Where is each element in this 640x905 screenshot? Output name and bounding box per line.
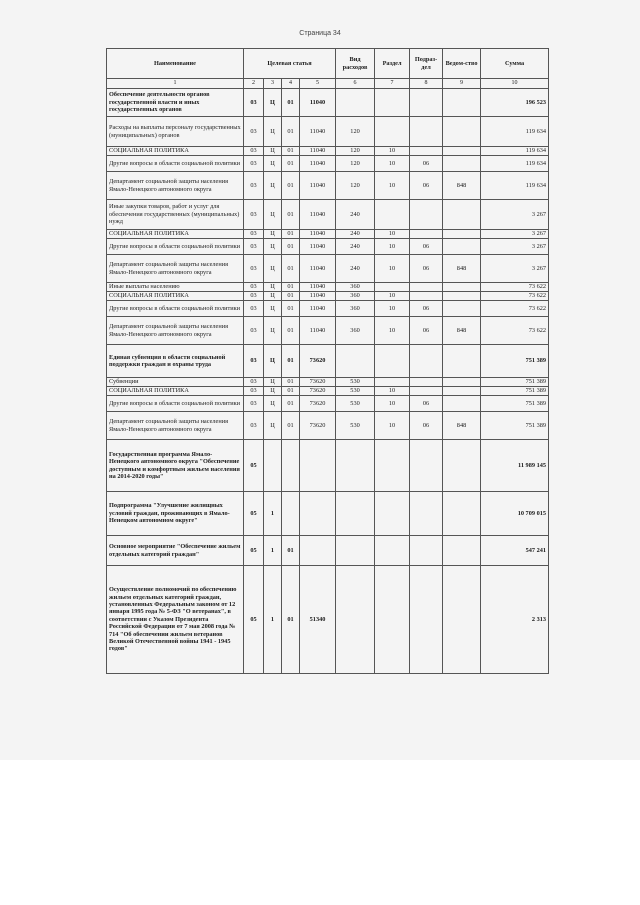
code-subprogram: Ц <box>264 378 282 387</box>
code-subprogram: 1 <box>264 492 282 536</box>
row-sum: 751 389 <box>481 345 549 378</box>
row-name: Иные выплаты населению <box>107 283 244 292</box>
code-subprogram: Ц <box>264 172 282 200</box>
col-index: 3 <box>264 79 282 89</box>
row-name: Подпрограмма "Улучшение жилищных условий граждан, проживающих в Ямало-Ненецком автономном округе" <box>107 492 244 536</box>
subsection-code: 06 <box>410 396 443 412</box>
code-program: 03 <box>244 412 264 440</box>
code-subprogram: 1 <box>264 566 282 674</box>
section-code: 10 <box>375 412 410 440</box>
section-code: 10 <box>375 156 410 172</box>
code-direction <box>300 536 336 566</box>
expense-type: 530 <box>336 412 375 440</box>
code-program: 05 <box>244 440 264 492</box>
code-direction: 11040 <box>300 172 336 200</box>
code-measure: 01 <box>282 387 300 396</box>
expense-type: 360 <box>336 283 375 292</box>
expense-type: 120 <box>336 117 375 147</box>
section-code: 10 <box>375 387 410 396</box>
subsection-code <box>410 200 443 230</box>
code-measure: 01 <box>282 396 300 412</box>
subsection-code: 06 <box>410 172 443 200</box>
col-index: 2 <box>244 79 264 89</box>
department-code <box>443 239 481 255</box>
row-name: Департамент социальной защиты населения Ямало-Ненецкого автономного округа <box>107 412 244 440</box>
department-code <box>443 345 481 378</box>
table-row <box>107 255 549 283</box>
row-sum: 196 523 <box>481 89 549 117</box>
department-code <box>443 230 481 239</box>
table-row <box>107 172 549 200</box>
row-name: Расходы на выплаты персоналу государственных (муниципальных) органов <box>107 117 244 147</box>
section-code <box>375 117 410 147</box>
subsection-code <box>410 89 443 117</box>
department-code <box>443 492 481 536</box>
row-name: СОЦИАЛЬНАЯ ПОЛИТИКА <box>107 387 244 396</box>
row-name: Иные закупки товаров, работ и услуг для обеспечения государственных (муниципальных) нужд <box>107 200 244 230</box>
expense-type: 530 <box>336 387 375 396</box>
code-program: 03 <box>244 378 264 387</box>
code-direction: 11040 <box>300 283 336 292</box>
code-program: 03 <box>244 200 264 230</box>
code-subprogram: 1 <box>264 536 282 566</box>
row-name: Другие вопросы в области социальной политики <box>107 301 244 317</box>
code-direction: 11040 <box>300 301 336 317</box>
department-code <box>443 147 481 156</box>
code-subprogram: Ц <box>264 147 282 156</box>
code-program: 03 <box>244 230 264 239</box>
department-code <box>443 536 481 566</box>
header-name: Наименование <box>107 49 244 79</box>
code-measure: 01 <box>282 536 300 566</box>
code-measure <box>282 440 300 492</box>
code-program: 03 <box>244 147 264 156</box>
expense-type <box>336 345 375 378</box>
department-code: 848 <box>443 255 481 283</box>
code-direction: 11040 <box>300 292 336 301</box>
table-row <box>107 317 549 345</box>
department-code <box>443 200 481 230</box>
code-direction: 11040 <box>300 117 336 147</box>
code-direction <box>300 492 336 536</box>
code-measure: 01 <box>282 200 300 230</box>
code-program: 03 <box>244 396 264 412</box>
row-name: Осуществление полномочий по обеспечению жильем отдельных категорий граждан, установленных Федеральным законом от 12 января 1995 года № 5-ФЗ "О ветеранах", в соответствии с Указом Президента Российской Федерации от 7 мая 2008 года № 714 "Об обеспечении жильем ветеранов Великой Отечественной войны 1941 - 1945 годов" <box>107 566 244 674</box>
code-measure: 01 <box>282 89 300 117</box>
col-index: 7 <box>375 79 410 89</box>
expense-type <box>336 492 375 536</box>
code-measure: 01 <box>282 147 300 156</box>
code-subprogram: Ц <box>264 387 282 396</box>
code-program: 05 <box>244 492 264 536</box>
row-sum: 119 634 <box>481 172 549 200</box>
header-subsection: Подраз-дел <box>410 49 443 79</box>
section-code <box>375 492 410 536</box>
row-sum: 119 634 <box>481 156 549 172</box>
department-code <box>443 117 481 147</box>
row-sum: 10 709 015 <box>481 492 549 536</box>
table-row <box>107 378 549 387</box>
code-program: 05 <box>244 536 264 566</box>
code-program: 03 <box>244 292 264 301</box>
table-row <box>107 412 549 440</box>
department-code <box>443 283 481 292</box>
row-sum: 751 389 <box>481 387 549 396</box>
row-name: Другие вопросы в области социальной политики <box>107 156 244 172</box>
section-code <box>375 536 410 566</box>
row-sum: 119 634 <box>481 117 549 147</box>
code-measure <box>282 492 300 536</box>
expense-type <box>336 536 375 566</box>
expense-type: 360 <box>336 301 375 317</box>
code-program: 03 <box>244 317 264 345</box>
subsection-code <box>410 283 443 292</box>
code-measure: 01 <box>282 378 300 387</box>
department-code: 848 <box>443 412 481 440</box>
expense-type: 530 <box>336 378 375 387</box>
section-code <box>375 89 410 117</box>
section-code <box>375 378 410 387</box>
subsection-code <box>410 536 443 566</box>
row-sum: 3 267 <box>481 200 549 230</box>
expense-type: 240 <box>336 200 375 230</box>
row-name: Единая субвенция в области социальной поддержки граждан и охраны труда <box>107 345 244 378</box>
code-subprogram: Ц <box>264 89 282 117</box>
section-code <box>375 440 410 492</box>
subsection-code: 06 <box>410 317 443 345</box>
code-measure: 01 <box>282 255 300 283</box>
table-row <box>107 492 549 536</box>
code-subprogram: Ц <box>264 317 282 345</box>
row-sum: 547 241 <box>481 536 549 566</box>
code-program: 03 <box>244 156 264 172</box>
code-subprogram: Ц <box>264 412 282 440</box>
row-sum: 73 622 <box>481 283 549 292</box>
code-program: 03 <box>244 283 264 292</box>
department-code <box>443 440 481 492</box>
table-row <box>107 239 549 255</box>
row-sum: 751 389 <box>481 378 549 387</box>
column-index-row <box>107 79 549 89</box>
code-direction: 11040 <box>300 200 336 230</box>
subsection-code <box>410 566 443 674</box>
section-code: 10 <box>375 396 410 412</box>
row-name: СОЦИАЛЬНАЯ ПОЛИТИКА <box>107 292 244 301</box>
code-direction: 73620 <box>300 378 336 387</box>
code-direction: 73620 <box>300 387 336 396</box>
section-code: 10 <box>375 239 410 255</box>
code-subprogram: Ц <box>264 301 282 317</box>
section-code <box>375 200 410 230</box>
table-row <box>107 156 549 172</box>
subsection-code: 06 <box>410 412 443 440</box>
code-measure: 01 <box>282 117 300 147</box>
code-subprogram: Ц <box>264 345 282 378</box>
subsection-code: 06 <box>410 156 443 172</box>
department-code <box>443 378 481 387</box>
section-code: 10 <box>375 255 410 283</box>
code-direction: 11040 <box>300 239 336 255</box>
code-direction: 11040 <box>300 255 336 283</box>
code-program: 05 <box>244 566 264 674</box>
section-code <box>375 345 410 378</box>
row-name: Другие вопросы в области социальной политики <box>107 239 244 255</box>
code-program: 03 <box>244 89 264 117</box>
section-code: 10 <box>375 230 410 239</box>
code-measure: 01 <box>282 283 300 292</box>
table-row <box>107 301 549 317</box>
subsection-code <box>410 230 443 239</box>
code-measure: 01 <box>282 345 300 378</box>
code-measure: 01 <box>282 317 300 345</box>
table-row <box>107 387 549 396</box>
code-subprogram: Ц <box>264 156 282 172</box>
row-name: Департамент социальной защиты населения Ямало-Ненецкого автономного округа <box>107 255 244 283</box>
table-row <box>107 147 549 156</box>
subsection-code <box>410 492 443 536</box>
code-program: 03 <box>244 345 264 378</box>
row-name: Обеспечение деятельности органов государственной власти и иных государственных органов <box>107 89 244 117</box>
code-direction: 73620 <box>300 345 336 378</box>
section-code: 10 <box>375 292 410 301</box>
table-row <box>107 283 549 292</box>
subsection-code <box>410 440 443 492</box>
code-subprogram: Ц <box>264 239 282 255</box>
section-code: 10 <box>375 317 410 345</box>
code-direction: 73620 <box>300 412 336 440</box>
department-code: 848 <box>443 172 481 200</box>
code-direction: 73620 <box>300 396 336 412</box>
code-direction: 11040 <box>300 147 336 156</box>
expense-type: 120 <box>336 147 375 156</box>
code-measure: 01 <box>282 301 300 317</box>
subsection-code <box>410 387 443 396</box>
table-row <box>107 440 549 492</box>
code-measure: 01 <box>282 292 300 301</box>
subsection-code: 06 <box>410 301 443 317</box>
department-code: 848 <box>443 317 481 345</box>
code-subprogram: Ц <box>264 117 282 147</box>
row-sum: 2 313 <box>481 566 549 674</box>
row-sum: 11 989 145 <box>481 440 549 492</box>
header-section: Раздел <box>375 49 410 79</box>
expense-type: 120 <box>336 156 375 172</box>
department-code <box>443 396 481 412</box>
department-code <box>443 89 481 117</box>
table-row <box>107 345 549 378</box>
code-program: 03 <box>244 255 264 283</box>
code-program: 03 <box>244 239 264 255</box>
code-direction: 51340 <box>300 566 336 674</box>
row-name: СОЦИАЛЬНАЯ ПОЛИТИКА <box>107 147 244 156</box>
code-subprogram: Ц <box>264 292 282 301</box>
code-program: 03 <box>244 117 264 147</box>
row-sum: 119 634 <box>481 147 549 156</box>
col-index: 5 <box>300 79 336 89</box>
subsection-code <box>410 117 443 147</box>
code-program: 03 <box>244 172 264 200</box>
code-subprogram: Ц <box>264 283 282 292</box>
header-expense-type: Вид расходов <box>336 49 375 79</box>
budget-table <box>106 48 549 674</box>
col-index: 4 <box>282 79 300 89</box>
row-sum: 751 389 <box>481 412 549 440</box>
row-sum: 73 622 <box>481 301 549 317</box>
table-row <box>107 396 549 412</box>
department-code <box>443 292 481 301</box>
section-code <box>375 283 410 292</box>
col-index: 10 <box>481 79 549 89</box>
code-subprogram: Ц <box>264 230 282 239</box>
row-name: Департамент социальной защиты населения Ямало-Ненецкого автономного округа <box>107 172 244 200</box>
department-code <box>443 301 481 317</box>
department-code <box>443 156 481 172</box>
col-index: 9 <box>443 79 481 89</box>
row-sum: 73 622 <box>481 292 549 301</box>
code-measure: 01 <box>282 566 300 674</box>
expense-type <box>336 89 375 117</box>
row-name: Государственная программа Ямало-Ненецкого автономного округа "Обеспечение доступным и комфортным жильем населения на 2014-2020 годы" <box>107 440 244 492</box>
code-direction: 11040 <box>300 156 336 172</box>
row-name: Департамент социальной защиты населения Ямало-Ненецкого автономного округа <box>107 317 244 345</box>
section-code <box>375 566 410 674</box>
code-measure: 01 <box>282 172 300 200</box>
department-code <box>443 566 481 674</box>
subsection-code: 06 <box>410 255 443 283</box>
code-direction: 11040 <box>300 89 336 117</box>
table-row <box>107 292 549 301</box>
row-sum: 3 267 <box>481 239 549 255</box>
subsection-code <box>410 345 443 378</box>
code-program: 03 <box>244 301 264 317</box>
section-code: 10 <box>375 301 410 317</box>
row-sum: 3 267 <box>481 230 549 239</box>
header-row <box>107 49 549 79</box>
code-measure: 01 <box>282 412 300 440</box>
section-code: 10 <box>375 147 410 156</box>
subsection-code <box>410 378 443 387</box>
row-sum: 751 389 <box>481 396 549 412</box>
row-name: Другие вопросы в области социальной политики <box>107 396 244 412</box>
expense-type: 240 <box>336 239 375 255</box>
expense-type: 120 <box>336 172 375 200</box>
table-row <box>107 200 549 230</box>
subsection-code <box>410 147 443 156</box>
code-direction: 11040 <box>300 317 336 345</box>
row-name: СОЦИАЛЬНАЯ ПОЛИТИКА <box>107 230 244 239</box>
row-name: Субвенции <box>107 378 244 387</box>
header-department: Ведом-ство <box>443 49 481 79</box>
subsection-code <box>410 292 443 301</box>
department-code <box>443 387 481 396</box>
table-row <box>107 230 549 239</box>
expense-type: 360 <box>336 292 375 301</box>
col-index: 6 <box>336 79 375 89</box>
section-code: 10 <box>375 172 410 200</box>
expense-type: 240 <box>336 255 375 283</box>
table-row <box>107 117 549 147</box>
code-program: 03 <box>244 387 264 396</box>
code-subprogram <box>264 440 282 492</box>
row-sum: 73 622 <box>481 317 549 345</box>
table-row <box>107 89 549 117</box>
header-target-article: Целевая статья <box>244 49 336 79</box>
table-row <box>107 566 549 674</box>
code-subprogram: Ц <box>264 396 282 412</box>
row-name: Основное мероприятие "Обеспечение жильем отдельных категорий граждан" <box>107 536 244 566</box>
col-index: 8 <box>410 79 443 89</box>
code-subprogram: Ц <box>264 200 282 230</box>
subsection-code: 06 <box>410 239 443 255</box>
code-direction <box>300 440 336 492</box>
code-measure: 01 <box>282 230 300 239</box>
code-measure: 01 <box>282 239 300 255</box>
code-measure: 01 <box>282 156 300 172</box>
expense-type <box>336 440 375 492</box>
expense-type: 240 <box>336 230 375 239</box>
page-number: Страница 34 <box>299 30 341 37</box>
row-sum: 3 267 <box>481 255 549 283</box>
code-direction: 11040 <box>300 230 336 239</box>
code-subprogram: Ц <box>264 255 282 283</box>
expense-type <box>336 566 375 674</box>
header-sum: Сумма <box>481 49 549 79</box>
table-row <box>107 536 549 566</box>
expense-type: 360 <box>336 317 375 345</box>
col-index: 1 <box>107 79 244 89</box>
expense-type: 530 <box>336 396 375 412</box>
